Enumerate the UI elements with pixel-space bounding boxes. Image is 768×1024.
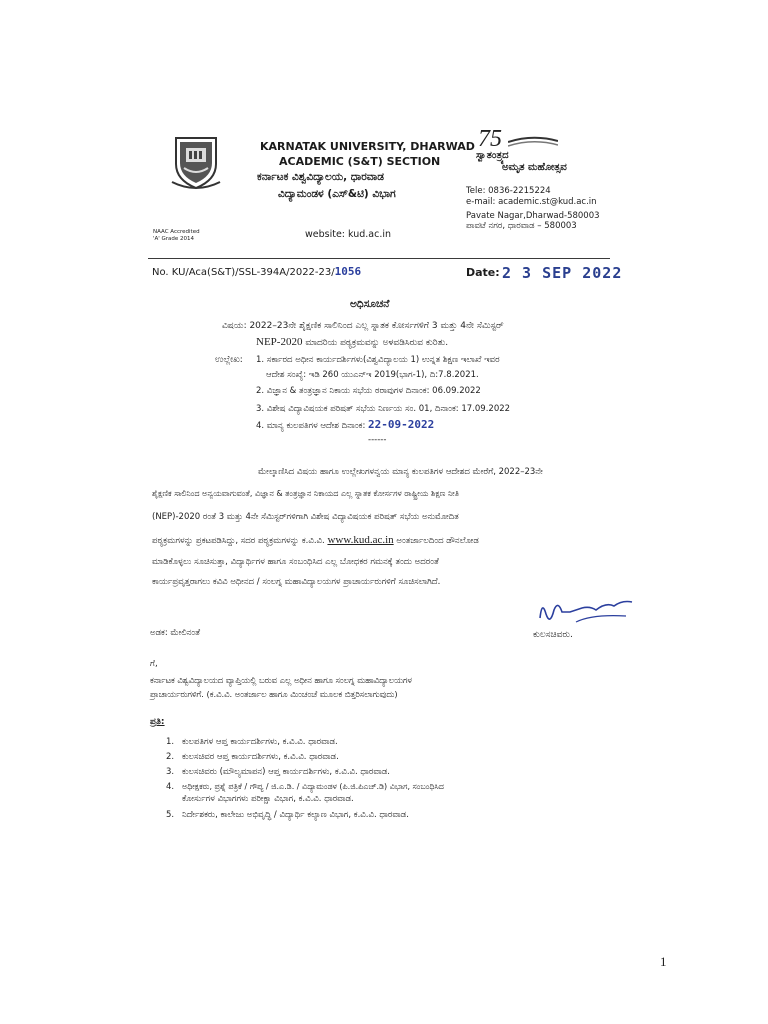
reference-2: 2. ವಿಜ್ಞಾನ & ತಂತ್ರಜ್ಞಾನ ನಿಕಾಯ ಸಭೆಯ ಠರಾವುಗಳ ದಿನಾಂಕ: 06.09.2022 — [256, 386, 481, 396]
copy-item — [166, 781, 626, 809]
logo-text-1: ಸ್ವಾತಂತ್ರ್ಯದ — [476, 150, 509, 161]
logo-text-2: ಅಮೃತ ಮಹೋತ್ಸವ — [502, 162, 567, 173]
university-name-kannada: ಕರ್ನಾಟಕ ವಿಶ್ವವಿದ್ಯಾಲಯ, ಧಾರವಾಡ — [257, 171, 384, 183]
reference-1: 1. ಸರ್ಕಾರದ ಅಧೀನ ಕಾರ್ಯದರ್ಶಿಗಳು(ವಿಶ್ವವಿದ್ಯಾಲಯ 1) ಉನ್ನತ ಶಿಕ್ಷಣ ಇಲಾಖೆ ಇವರ — [256, 355, 500, 365]
email: e-mail: academic.st@kud.ac.in — [466, 197, 597, 207]
to-line-2: ಪ್ರಾಚಾರ್ಯರುಗಳಿಗೆ. (ಕ.ವಿ.ವಿ. ಅಂತರ್ಜಾಲ ಹಾಗೂ ಮಿಂಚಂಚೆ ಮೂಲಕ ಬಿತ್ತರಿಸಲಾಗುವುದು) — [150, 689, 398, 699]
copy-item-num: 3. — [166, 767, 175, 777]
body-line-4-post: ಅಂತರ್ಜಾಲದಿಂದ ಡೌನಲೋಡ — [393, 536, 479, 546]
reference-4-text: 4. ಮಾನ್ಯ ಕುಲಪತಿಗಳ ಆದೇಶ ದಿನಾಂಕ: — [256, 421, 366, 431]
reference-separator: ------ — [368, 435, 387, 445]
logo-75: 75 — [478, 126, 502, 152]
subject-line-1: ವಿಷಯ: 2022–23ನೇ ಶೈಕ್ಷಣಿಕ ಸಾಲಿನಿಂದ ಎಲ್ಲ ಸ್ನಾತಕ ಕೋರ್ಸಗಳಿಗೆ 3 ಮತ್ತು 4ನೇ ಸೆಮಿಸ್ಟರ್ — [222, 321, 504, 331]
copy-item-text: ಕುಲಸಚಿವರು (ಮೌಲ್ಯಮಾಪನ) ಆಪ್ತ ಕಾರ್ಯದರ್ಶಿಗಳು, ಕ.ವಿ.ವಿ. ಧಾರವಾಡ. — [182, 767, 390, 777]
copy-item-text: ಅಧೀಕ್ಷಕರು, ಪ್ರಶ್ನೆ ಪತ್ರಿಕೆ / ಗೌಪ್ಯ / ಜಿ.ಎ.ಡಿ. / ವಿದ್ಯಾಮಂಡಳ (ಪಿ.ಜಿ.ಪಿಎಚ್.ಡಿ) ವಿಭಾಗ, ಸಂಬಂಧಿಸಿದ — [182, 782, 444, 791]
website: website: kud.ac.in — [305, 229, 392, 240]
flag-swoosh-icon — [508, 136, 558, 148]
naac-line-2: 'A' Grade 2014 — [153, 236, 195, 242]
body-line-4 — [152, 534, 479, 547]
naac-line-1: NAAC Accredited — [153, 229, 200, 235]
copy-item-text: ನಿರ್ದೇಶಕರು, ಕಾಲೇಜು ಅಭಿವೃದ್ಧಿ / ವಿದ್ಯಾರ್ಥಿ ಕಲ್ಯಾಣ ವಿಭಾಗ, ಕ.ವಿ.ವಿ. ಧಾರವಾಡ. — [182, 810, 409, 820]
notification-title: ಅಧಿಸೂಚನೆ — [350, 298, 390, 310]
address-kannada: ಪಾವಟೆ ನಗರ, ಧಾರವಾಡ – 580003 — [466, 221, 577, 231]
section-name-kannada: ವಿದ್ಯಾಮಂಡಳ (ಎಸ್&ಟಿ) ವಿಭಾಗ — [278, 188, 396, 200]
copy-item — [166, 766, 626, 781]
copy-item-num: 2. — [166, 752, 175, 762]
body-line-4-pre: ಪಠ್ಯಕ್ರಮಗಳನ್ನು ಪ್ರಕಟಪಡಿಸಿದ್ದು, ಸದರ ಪಠ್ಯಕ್ರಮಗಳನ್ನು ಕ.ವಿ.ವಿ. — [152, 536, 325, 546]
copy-item — [166, 736, 626, 751]
reference-1-cont: ಆದೇಶ ಸಂಖ್ಯೆ: ಇಡಿ 260 ಯುಎನ್ಇ 2019(ಭಾಗ-1), ದಿ:7.8.2021. — [266, 370, 479, 380]
references-label: ಉಲ್ಲೇಖ: — [215, 355, 243, 365]
telephone: Tele: 0836-2215224 — [466, 186, 551, 196]
copies-label: ಪ್ರತಿ: — [150, 717, 165, 727]
copy-item-text: ಕುಲಸಚಿವರ ಆಪ್ತ ಕಾರ್ಯದರ್ಶಿಗಳು, ಕ.ವಿ.ವಿ. ಧಾರವಾಡ. — [182, 752, 339, 762]
reference-number-printed: No. KU/Aca(S&T)/SSL-394A/2022-23/ — [152, 267, 335, 278]
date-label: Date: — [466, 266, 500, 279]
body-line-5: ಮಾಡಿಕೊಳ್ಳಲು ಸೂಚಿಸುತ್ತಾ, ವಿದ್ಯಾರ್ಥಿಗಳ ಹಾಗೂ ಸಂಬಂಧಿಸಿದ ಎಲ್ಲ ಬೋಧಕರ ಗಮನಕ್ಕೆ ತಂದು ಅದರಂತೆ — [152, 557, 439, 567]
signature-scribble — [536, 592, 636, 632]
subject-line-2-text: ಮಾದರಿಯ ಪಠ್ಯಕ್ರಮವನ್ನು ಅಳವಡಿಸಿರುವ ಕುರಿತು. — [302, 338, 449, 348]
enclosure: ಅಡಕ: ಮೇಲಿನಂತೆ — [150, 628, 201, 638]
body-line-2: ಶೈಕ್ಷಣಿಕ ಸಾಲಿನಿಂದ ಅನ್ವಯವಾಗುವಂತೆ, ವಿಜ್ಞಾನ & ತಂತ್ರಜ್ಞಾನ ನಿಕಾಯದ ಎಲ್ಲ ಸ್ನಾತಕ ಕೋರ್ಸಗಳ ರಾಷ್ಟ್ರೀಯ ಶಿಕ್ಷಣ ನೀತಿ — [152, 489, 459, 498]
signature-text — [536, 592, 542, 593]
date-stamp: 2 3 SEP 2022 — [502, 264, 623, 282]
reference-4 — [256, 419, 434, 432]
website-link[interactable]: www.kud.ac.in — [327, 534, 394, 546]
page-number: 1 — [660, 954, 667, 969]
reference-4-handwritten-date: 22-09-2022 — [368, 418, 435, 431]
signature-stroke-icon — [536, 592, 636, 632]
section-name: ACADEMIC (S&T) SECTION — [279, 155, 441, 168]
reference-number-handwritten: 1056 — [334, 265, 362, 278]
body-line-6: ಕಾರ್ಯಪ್ರವೃತ್ತರಾಗಲು ಕವಿವಿ ಅಧೀನದ / ಸಂಲಗ್ನ ಮಹಾವಿದ್ಯಾಲಯಗಳ ಪ್ರಾಚಾರ್ಯರುಗಳಿಗೆ ಸೂಚಿಸಲಾಗಿದೆ. — [152, 577, 441, 587]
body-line-1: ಮೇಲ್ಕಾಣಿಸಿದ ವಿಷಯ ಹಾಗೂ ಉಲ್ಲೇಖಗಳನ್ವಯ ಮಾನ್ಯ ಕುಲಪತಿಗಳ ಆದೇಶದ ಮೇರೆಗೆ, 2022–23ನೇ — [258, 467, 543, 477]
to-line-1: ಕರ್ನಾಟಕ ವಿಶ್ವವಿದ್ಯಾಲಯದ ವ್ಯಾಪ್ತಿಯಲ್ಲಿ ಬರುವ ಎಲ್ಲ ಅಧೀನ ಹಾಗೂ ಸಂಲಗ್ನ ಮಹಾವಿದ್ಯಾಲಯಗಳ — [150, 675, 412, 685]
body-line-3: (NEP)-2020 ರಂತೆ 3 ಮತ್ತು 4ನೇ ಸೆಮಿಸ್ಟರ್‌ಗಳಿಗಾಗಿ ವಿಶೇಷ ವಿದ್ಯಾವಿಷಯಕ ಪರಿಷತ್ ಸಭೆಯ ಅನುಮೋದಿತ — [152, 512, 459, 522]
reference-3: 3. ವಿಶೇಷ ವಿದ್ಯಾವಿಷಯಕ ಪರಿಷತ್ ಸಭೆಯ ನಿರ್ಣಯ ಸಂ. 01, ದಿನಾಂಕ: 17.09.2022 — [256, 404, 511, 414]
university-crest-logo — [170, 130, 222, 192]
subject-line-2 — [256, 336, 448, 349]
to-label: ಗೆ, — [150, 659, 158, 669]
azadi-amrit-mahotsav-logo — [472, 128, 602, 176]
copy-item — [166, 751, 626, 766]
copy-item-num: 1. — [166, 737, 175, 747]
subject-nep: NEP-2020 — [256, 336, 303, 348]
copy-item — [166, 809, 626, 824]
university-name: KARNATAK UNIVERSITY, DHARWAD — [260, 140, 475, 153]
copy-item-text-cont: ಕೋರ್ಸುಗಳ ವಿಭಾಗಗಳು ಪರೀಕ್ಷಾ ವಿಭಾಗ, ಕ.ವಿ.ವಿ. ಧಾರವಾಡ. — [182, 794, 354, 804]
copy-item-num: 5. — [166, 810, 175, 820]
copy-item-text: ಕುಲಪತಿಗಳ ಆಪ್ತ ಕಾರ್ಯದರ್ಶಿಗಳು, ಕ.ವಿ.ವಿ. ಧಾರವಾಡ. — [182, 737, 338, 747]
signature-label: ಕುಲಸಚಿವರು. — [533, 630, 573, 640]
address-english: Pavate Nagar,Dharwad-580003 — [466, 211, 600, 221]
copies-list — [166, 736, 626, 824]
header-divider — [148, 258, 610, 259]
reference-number — [152, 265, 361, 280]
copy-item-num: 4. — [166, 782, 175, 792]
